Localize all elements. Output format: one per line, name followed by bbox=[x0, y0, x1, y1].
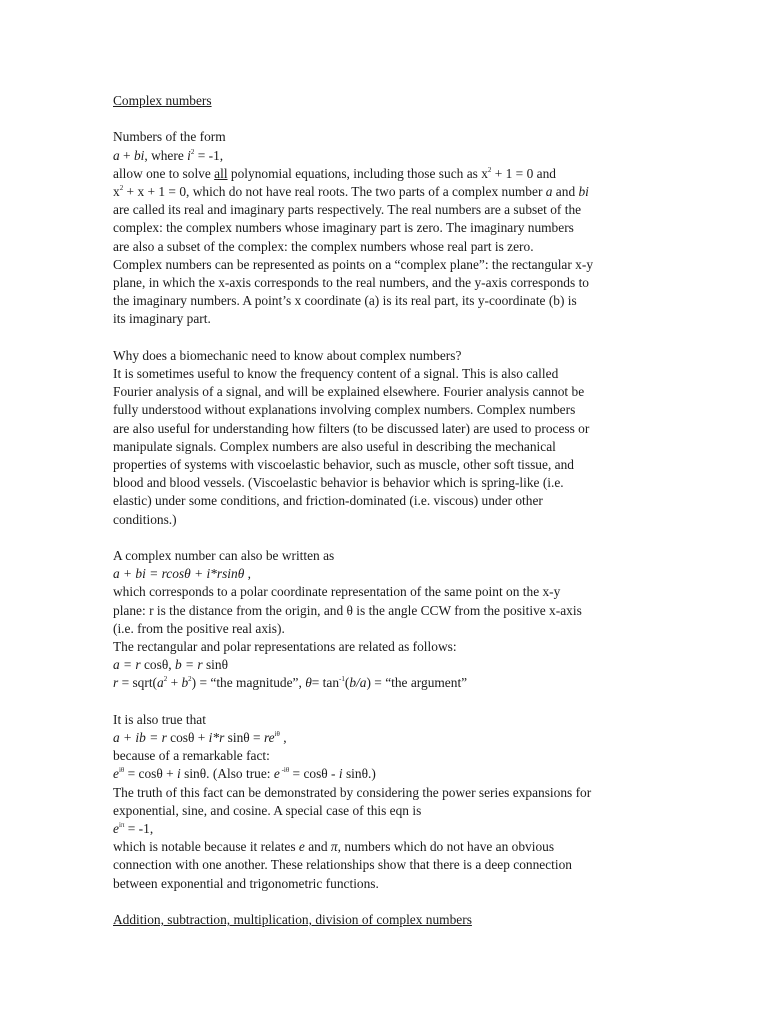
paragraph-line: blood and blood vessels. (Viscoelastic behavior is behavior which is spring-like (i.e. bbox=[113, 475, 564, 491]
paragraph-line: because of a remarkable fact: bbox=[113, 748, 270, 764]
paragraph-line: The truth of this fact can be demonstrated by considering the power series expansions for bbox=[113, 784, 592, 800]
text-part: + x + 1 = 0, which do not have real roots. The two parts of a complex number bbox=[123, 184, 546, 199]
paragraph-line: the imaginary numbers. A point’s x coordinate (a) is its real part, its y-coordinate (b) is bbox=[113, 293, 577, 309]
formula-part: e bbox=[273, 766, 280, 782]
spacer bbox=[113, 329, 653, 347]
paragraph-line: properties of systems with viscoelastic behavior, such as muscle, other soft tissue, and bbox=[113, 457, 574, 473]
exponent: iπ bbox=[118, 821, 125, 830]
formula-part: sinθ.) bbox=[342, 766, 376, 782]
paragraph-line: It is also true that bbox=[113, 711, 206, 727]
formula-euler-form bbox=[113, 729, 653, 747]
formula-part: = sqrt( bbox=[118, 675, 158, 691]
paragraph-line: which corresponds to a polar coordinate representation of the same point on the x-y bbox=[113, 584, 561, 600]
paragraph-line: its imaginary part. bbox=[113, 311, 211, 327]
formula-part: sinθ bbox=[202, 657, 228, 673]
text-part: and bbox=[552, 184, 579, 199]
math-var: π bbox=[330, 839, 338, 855]
paragraph-line: exponential, sine, and cosine. A special case of this eqn is bbox=[113, 802, 422, 818]
paragraph-line: connection with one another. These relationships show that there is a deep connection bbox=[113, 857, 572, 873]
paragraph-line: Why does a biomechanic need to know about complex numbers? bbox=[113, 347, 462, 363]
section-heading: Addition, subtraction, multiplication, division of complex numbers bbox=[113, 912, 472, 928]
paragraph-line: conditions.) bbox=[113, 511, 177, 527]
formula-part: i bbox=[177, 766, 181, 782]
formula-part: i bbox=[338, 766, 343, 782]
formula-part: = -1, bbox=[124, 821, 154, 837]
spacer bbox=[113, 529, 653, 547]
formula-special-case bbox=[113, 820, 653, 838]
formula-part: , bbox=[279, 730, 287, 746]
formula-part: = cosθ + bbox=[124, 766, 178, 782]
formula-part: a + bi = rcosθ + i*rsinθ bbox=[113, 566, 245, 582]
paragraph-line: are also useful for understanding how filters (to be discussed later) are used to process or bbox=[113, 420, 590, 436]
formula-part: ( bbox=[344, 675, 350, 691]
formula-part: (Also true: bbox=[209, 766, 274, 782]
paragraph-line: Numbers of the form bbox=[113, 129, 226, 145]
formula-part: = tan bbox=[311, 675, 340, 691]
paragraph-line: Complex numbers can be represented as points on a “complex plane”: the rectangular x-y bbox=[113, 256, 594, 272]
formula-part: re bbox=[263, 730, 275, 746]
paragraph-line: complex: the complex numbers whose imaginary part is zero. The imaginary numbers bbox=[113, 220, 574, 236]
text-part: and bbox=[304, 839, 331, 855]
formula-part: cosθ, bbox=[140, 657, 175, 673]
formula-part: a = r bbox=[113, 657, 141, 673]
formula-euler-identity bbox=[113, 765, 653, 783]
formula-part: b bbox=[181, 675, 189, 691]
text-part: allow one to solve bbox=[113, 165, 215, 181]
formula-magnitude-argument bbox=[113, 674, 653, 692]
exponent: 2 bbox=[487, 165, 492, 174]
paragraph-line bbox=[113, 165, 653, 183]
spacer bbox=[113, 893, 653, 911]
exponent: iθ bbox=[118, 766, 125, 775]
formula-part: e bbox=[113, 821, 119, 837]
formula-a-plus-bi bbox=[113, 147, 653, 165]
text-part: which is notable because it relates bbox=[113, 839, 299, 855]
formula-part: a + ib = r bbox=[113, 730, 167, 746]
text-part: polynomial equations, including those such as x bbox=[227, 165, 488, 181]
exponent: 2 bbox=[190, 147, 195, 156]
section-title: Complex numbers bbox=[113, 93, 212, 108]
paragraph-line bbox=[113, 838, 653, 856]
formula-part: b/a bbox=[349, 675, 367, 691]
paragraph-line: plane: r is the distance from the origin, and θ is the angle CCW from the positive x-axis bbox=[113, 602, 582, 618]
spacer bbox=[113, 693, 653, 711]
formula-part: sinθ. bbox=[180, 766, 210, 782]
math-var: a bbox=[545, 184, 553, 199]
formula-part: ) = “the argument” bbox=[366, 675, 468, 691]
paragraph-line: manipulate signals. Complex numbers are also useful in describing the mechanical bbox=[113, 438, 556, 454]
formula-part: , bbox=[244, 566, 251, 582]
formula-part: = cosθ - bbox=[289, 766, 339, 782]
formula-part: ) = “the magnitude”, bbox=[191, 675, 306, 691]
formula-part: a bbox=[113, 147, 120, 163]
document-page bbox=[113, 92, 653, 929]
formula-part: e bbox=[113, 766, 119, 782]
paragraph-line: are also a subset of the complex: the complex numbers whose real part is zero. bbox=[113, 238, 534, 254]
paragraph-line: plane, in which the x-axis corresponds to the real numbers, and the y-axis corresponds to bbox=[113, 275, 589, 291]
paragraph-line: elastic) under some conditions, and friction-dominated (i.e. viscous) under other bbox=[113, 493, 543, 509]
text-part: , numbers which do not have an obvious bbox=[337, 839, 555, 855]
exponent: iθ bbox=[274, 730, 280, 739]
formula-part: cosθ + bbox=[166, 730, 209, 746]
exponent: -1 bbox=[339, 675, 345, 684]
text-part: x bbox=[113, 184, 120, 199]
formula-part: + bbox=[167, 675, 182, 691]
paragraph-line: fully understood without explanations involving complex numbers. Complex numbers bbox=[113, 402, 576, 418]
formula-part: i bbox=[187, 147, 191, 163]
math-var: bi bbox=[578, 184, 589, 199]
formula-part: = -1, bbox=[194, 147, 224, 163]
formula-part: θ bbox=[305, 675, 312, 691]
formula-polar bbox=[113, 565, 653, 583]
formula-part: sinθ = bbox=[224, 730, 264, 746]
text-part: + 1 = 0 and bbox=[491, 165, 556, 181]
formula-part: r bbox=[113, 675, 119, 691]
formula-part: , where bbox=[144, 147, 188, 163]
exponent: 2 bbox=[188, 675, 192, 684]
exponent: 2 bbox=[163, 675, 168, 684]
math-var: e bbox=[298, 839, 305, 855]
paragraph-line bbox=[113, 183, 653, 201]
paragraph-line: It is sometimes useful to know the frequency content of a signal. This is also called bbox=[113, 366, 559, 382]
paragraph-line: between exponential and trigonometric functions. bbox=[113, 875, 379, 891]
paragraph-line: The rectangular and polar representations are related as follows: bbox=[113, 639, 457, 655]
formula-part: a bbox=[157, 675, 164, 691]
formula-part: + bbox=[119, 147, 134, 163]
exponent: 2 bbox=[119, 184, 124, 192]
paragraph-line: A complex number can also be written as bbox=[113, 548, 335, 564]
paragraph-line: (i.e. from the positive real axis). bbox=[113, 620, 285, 636]
formula-part: i*r bbox=[208, 730, 225, 746]
paragraph-line: are called its real and imaginary parts respectively. The real numbers are a subset of the bbox=[113, 202, 582, 218]
formula-part: b = r bbox=[174, 657, 203, 673]
underlined-word: all bbox=[214, 165, 228, 181]
spacer bbox=[113, 110, 653, 128]
formula-part: bi bbox=[133, 147, 145, 163]
formula-rect-polar bbox=[113, 656, 653, 674]
paragraph-line: Fourier analysis of a signal, and will be explained elsewhere. Fourier analysis cannot be bbox=[113, 384, 585, 400]
exponent: -iθ bbox=[279, 766, 290, 775]
